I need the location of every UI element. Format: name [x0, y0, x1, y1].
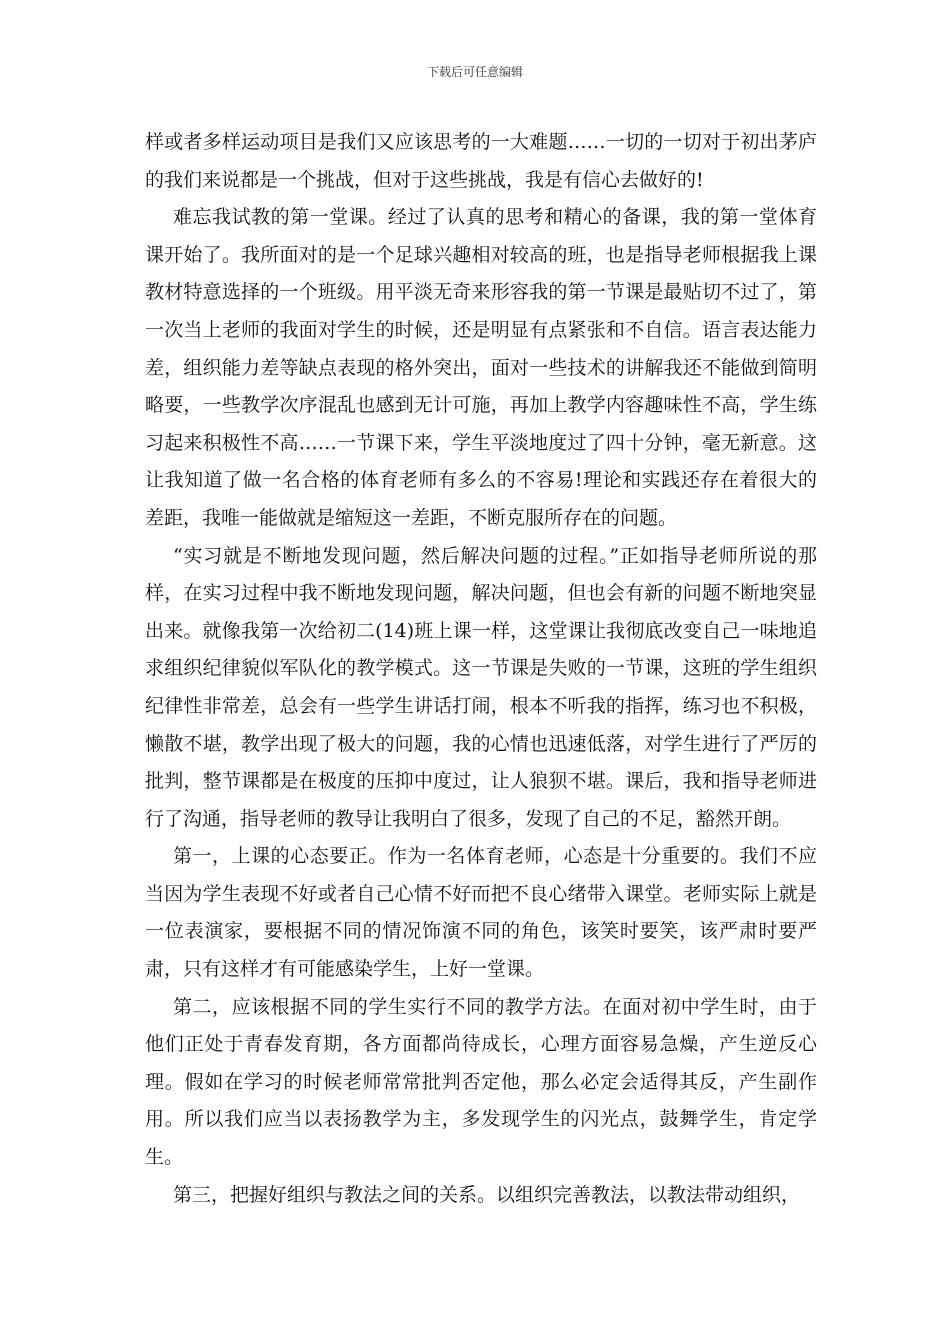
paragraph-4: 第一，上课的心态要正。作为一名体育老师，心态是十分重要的。我们不应当因为学生表现不好或者自己心情不好而把不良心绪带入课堂。老师实际上就是一位表演家，要根据不同的情况饰演不同的角色，该笑时要笑，该严肃时要严肃，只有这样才有可能感染学生，上好一堂课。: [145, 845, 817, 981]
document-body: [145, 124, 817, 1214]
paragraph-5: 第二，应该根据不同的学生实行不同的教学方法。在面对初中学生时，由于他们正处于青春发育期，各方面都尚待成长，心理方面容易急燥，产生逆反心理。假如在学习的时候老师常常批判否定他，那么必定会适得其反，产生副作用。所以我们应当以表扬教学为主，多发现学生的闪光点，鼓舞学生，肯定学生。: [145, 995, 817, 1169]
page-header: 下载后可任意编辑: [426, 65, 523, 79]
paragraph-1: 样或者多样运动项目是我们又应该思考的一大难题……一切的一切对于初出茅庐的我们来说都是一个挑战，但对于这些挑战，我是有信心去做好的!: [145, 131, 817, 191]
paragraph-2: 难忘我试教的第一堂课。经过了认真的思考和精心的备课，我的第一堂体育课开始了。我所面对的是一个足球兴趣相对较高的班，也是指导老师根据我上课教材特意选择的一个班级。用平淡无奇来形容我的第一节课是最贴切不过了，第一次当上老师的我面对学生的时候，还是明显有点紧张和不自信。语言表达能力差，组织能力差等缺点表现的格外突出，面对一些技术的讲解我还不能做到简明略要，一些教学次序混乱也感到无计可施，再加上教学内容趣味性不高，学生练习起来积极性不高……一节课下来，学生平淡地度过了四十分钟，毫无新意。这让我知道了做一名合格的体育老师有多么的不容易!理论和实践还存在着很大的差距，我唯一能做就是缩短这一差距，不断克服所存在的问题。: [145, 206, 817, 529]
paragraph-3: “实习就是不断地发现问题，然后解决问题的过程。”正如指导老师所说的那样，在实习过程中我不断地发现问题，解决问题，但也会有新的问题不断地突显出来。就像我第一次给初二(14)班上课一样，这堂课让我彻底改变自己一味地追求组织纪律貌似军队化的教学模式。这一节课是失败的一节课，这班的学生组织纪律性非常差，总会有一些学生讲话打闹，根本不听我的指挥，练习也不积极，懒散不堪，教学出现了极大的问题，我的心情也迅速低落，对学生进行了严厉的批判，整节课都是在极度的压抑中度过，让人狼狈不堪。课后，我和指导老师进行了沟通，指导老师的教导让我明白了很多，发现了自己的不足，豁然开朗。: [145, 544, 817, 830]
paragraph-6: 第三，把握好组织与教法之间的关系。以组织完善教法，以教法带动组织，: [173, 1183, 801, 1206]
